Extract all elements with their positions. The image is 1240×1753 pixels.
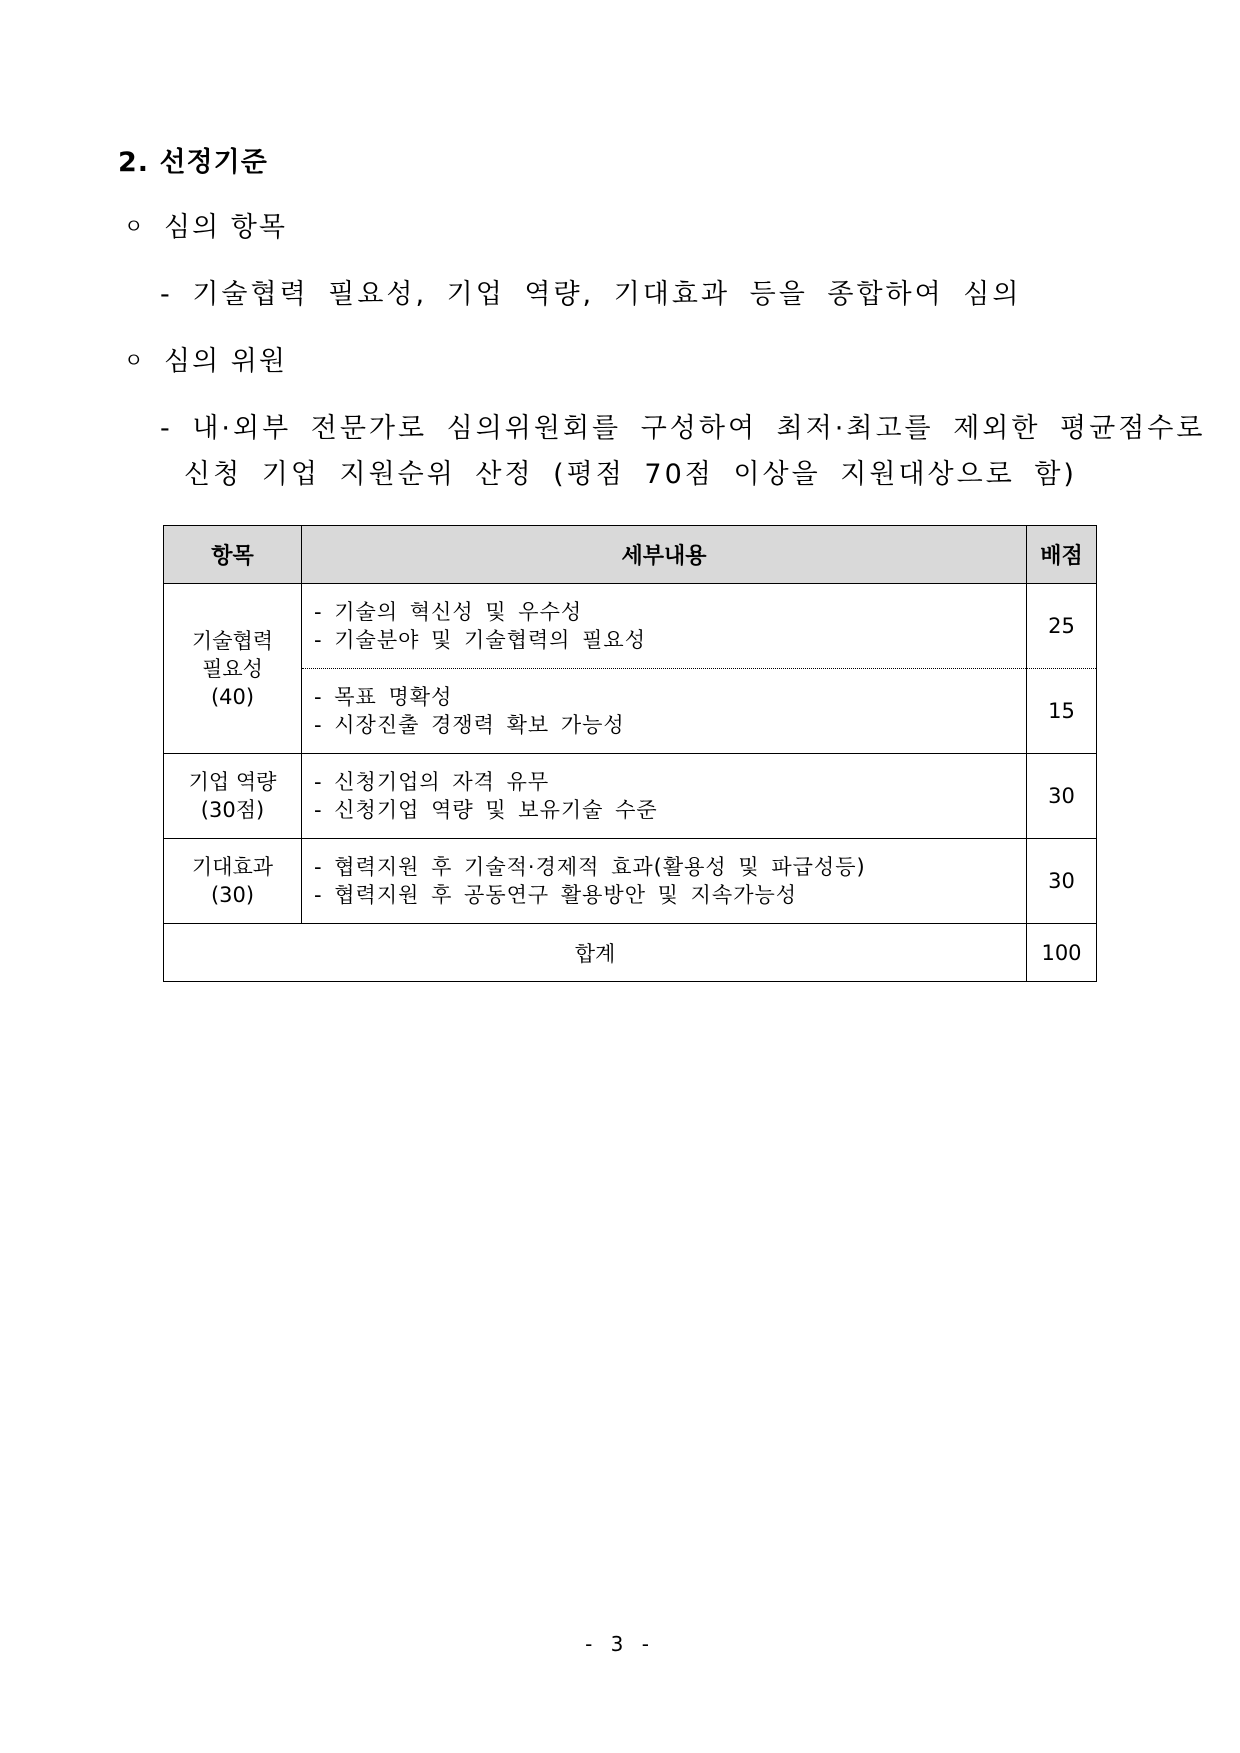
item-cell: 기대효과 (30) bbox=[164, 839, 302, 924]
content-cell: - 협력지원 후 기술적·경제적 효과(활용성 및 파급성등) - 협력지원 후 공동연구 활용방안 및 지속가능성 bbox=[302, 839, 1027, 924]
criteria-table bbox=[163, 525, 1097, 982]
page-number: - 3 - bbox=[585, 1632, 655, 1656]
item-cell: 기업 역량 (30점) bbox=[164, 754, 302, 839]
total-row bbox=[164, 924, 1097, 982]
bullet-mark: ㅇ bbox=[124, 214, 146, 238]
bullet-title: 심의 항목 bbox=[164, 212, 287, 243]
detail-line: - 기술협력 필요성, 기업 역량, 기대효과 등을 종합하여 심의 bbox=[160, 279, 1022, 310]
item-cell: 기술협력 필요성 (40) bbox=[164, 584, 302, 754]
table-row bbox=[164, 754, 1097, 839]
content-cell: - 신청기업의 자격 유무 - 신청기업 역량 및 보유기술 수준 bbox=[302, 754, 1027, 839]
total-score: 100 bbox=[1027, 924, 1097, 982]
detail-line-continued: 신청 기업 지원순위 산정 (평점 70점 이상을 지원대상으로 함) bbox=[184, 459, 1077, 490]
bullet-review-committee bbox=[124, 339, 287, 378]
header-score: 배점 bbox=[1027, 526, 1097, 584]
score-cell: 30 bbox=[1027, 839, 1097, 924]
content-cell: - 기술의 혁신성 및 우수성 - 기술분야 및 기술협력의 필요성 bbox=[302, 584, 1027, 669]
bullet-mark: ㅇ bbox=[124, 348, 146, 372]
bullet-review-items bbox=[124, 205, 287, 244]
score-cell: 15 bbox=[1027, 669, 1097, 754]
bullet-title: 심의 위원 bbox=[164, 346, 287, 377]
table-row bbox=[164, 584, 1097, 669]
header-item: 항목 bbox=[164, 526, 302, 584]
header-content: 세부내용 bbox=[302, 526, 1027, 584]
content-cell: - 목표 명확성 - 시장진출 경쟁력 확보 가능성 bbox=[302, 669, 1027, 754]
section-heading: 2. 선정기준 bbox=[118, 147, 268, 178]
score-cell: 30 bbox=[1027, 754, 1097, 839]
total-label: 합계 bbox=[164, 924, 1027, 982]
table-row bbox=[164, 839, 1097, 924]
table-row bbox=[164, 669, 1097, 754]
detail-line: - 내·외부 전문가로 심의위원회를 구성하여 최저·최고를 제외한 평균점수로 bbox=[160, 413, 1206, 444]
score-cell: 25 bbox=[1027, 584, 1097, 669]
